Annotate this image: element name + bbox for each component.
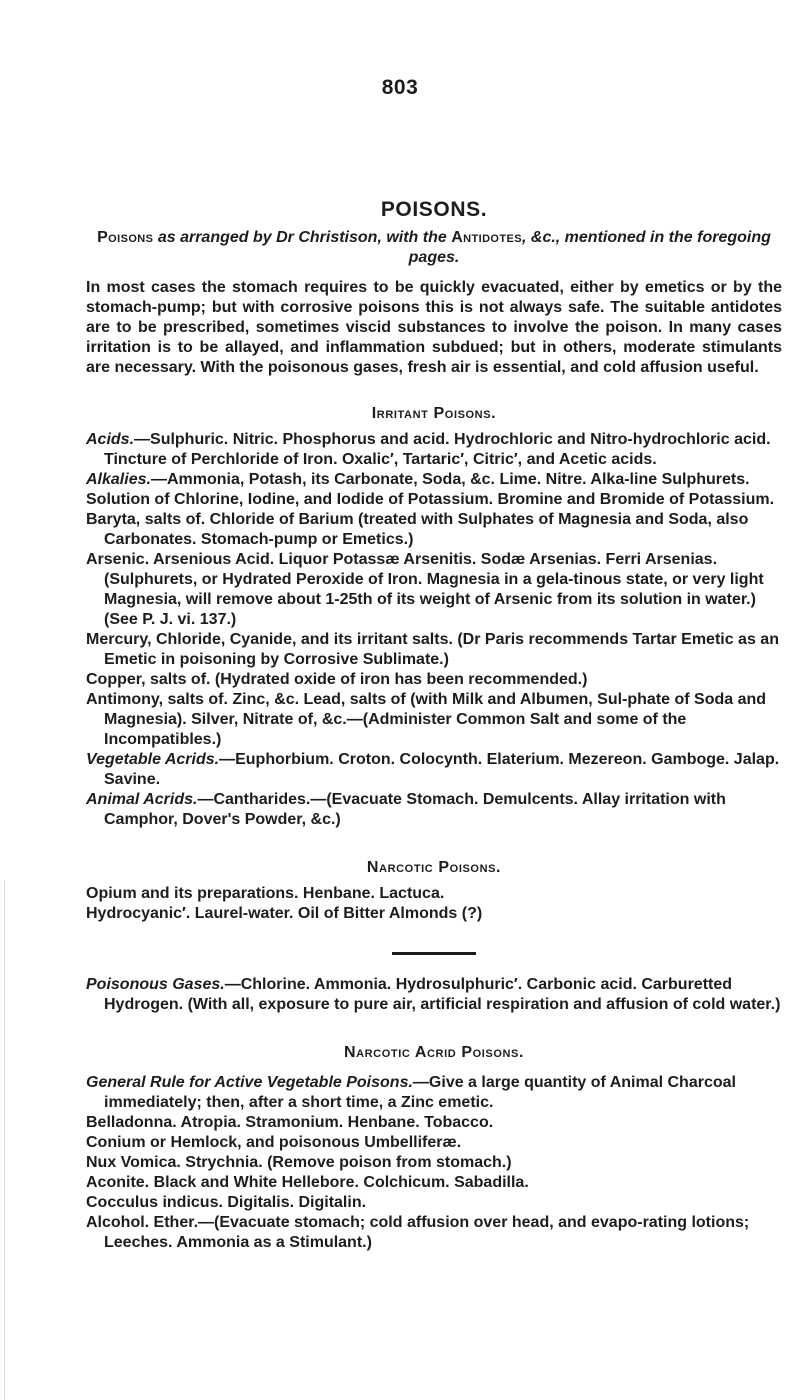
list-item [86,790,782,830]
list-item [86,510,782,550]
page-number: 803 [381,76,419,99]
list-item [86,884,782,904]
list-item [86,690,782,750]
entry-text: Cocculus indicus. Digitalis. Digitalin. [86,1194,367,1211]
entry-text: Solution of Chlorine, Iodine, and Iodide of Potassium. Bromine and Bromide of Potassium. [86,491,775,508]
intro-paragraph: In most cases the stomach requires to be quickly evacuated, either by emetics or by the stomach-pump; but with corrosive poisons this is not always safe. The suitable antidotes are to be prescribed, sometimes viscid substances to involve the poison. In many cases irritation is to be allayed, and inflammation subdued; but in others, moderate stimulants are necessary. With the poisonous gases, fresh air is essential, and cold affusion useful. [86,279,782,376]
list-item [86,430,782,470]
entry-text: Arsenic. Arsenious Acid. Liquor Potassæ Arsenitis. Sodæ Arsenias. Ferri Arsenias. (Sulphurets, or Hydrated Peroxide of Iron. Magnesia in a gela-tinous state, or very light Magnesia, will remove about 1-25th of its weight of Arsenic from its solution in water.) (See P. J. vi. 137.) [86,551,764,628]
list-item [86,1153,782,1173]
list-item [86,1133,782,1153]
list-item [86,750,782,790]
page-title: POISONS. [380,198,488,221]
entry-text: Aconite. Black and White Hellebore. Colchicum. Sabadilla. [86,1174,529,1191]
entry-text: —Ammonia, Potash, its Carbonate, Soda, &c. Lime. Nitre. Alka-line Sulphurets. [150,471,750,488]
entry-text: Alcohol. Ether.—(Evacuate stomach; cold affusion over head, and evapo-rating lotions; Leeches. Ammonia as a Stimulant.) [86,1214,750,1251]
entry-text: Hydrocyanic′. Laurel-water. Oil of Bitter Almonds (?) [86,905,483,922]
list-item [86,1073,782,1113]
entry-text: Conium or Hemlock, and poisonous Umbelliferæ. [86,1134,462,1151]
entry-label: Acids. [86,431,135,448]
gases-entry [86,975,782,1015]
entry-text: Copper, salts of. (Hydrated oxide of iron has been recommended.) [86,671,588,688]
list-item [86,904,782,924]
entry-text: —Cantharides.—(Evacuate Stomach. Demulcents. Allay irritation with Camphor, Dover's Powder, &c.) [104,791,726,828]
entry-text: Antimony, salts of. Zinc, &c. Lead, salts of (with Milk and Albumen, Sul-phate of Soda and Magnesia). Silver, Nitrate of, &c.—(Administer Common Salt and some of the Incompatibles.) [86,691,767,748]
list-item [86,470,782,490]
entry-text: —Give a large quantity of Animal Charcoal immediately; then, after a short time, a Zinc emetic. [104,1074,736,1111]
irritant-list [86,430,782,830]
page-content [86,198,782,1253]
gases-text: —Chlorine. Ammonia. Hydrosulphuric′. Carbonic acid. Carburetted Hydrogen. (With all, exposure to pure air, artificial respiration and affusion of cold water.) [104,976,781,1013]
list-item [86,670,782,690]
entry-text: Baryta, salts of. Chloride of Barium (treated with Sulphates of Magnesia and Soda, also Carbonates. Stomach-pump or Emetics.) [86,511,749,548]
entry-text: —Euphorbium. Croton. Colocynth. Elaterium. Mezereon. Gamboge. Jalap. Savine. [104,751,780,788]
entry-text: Opium and its preparations. Henbane. Lactuca. [86,885,445,902]
entry-text: —Sulphuric. Nitric. Phosphorus and acid. Hydrochloric and Nitro-hydrochloric acid. Tincture of Perchloride of Iron. Oxalic′, Tartaric′, Citric′, and Acetic acids. [104,431,771,468]
entry-label: Animal Acrids. [86,791,198,808]
subtitle-mid: Antidotes [451,229,522,246]
narcotic-list [86,884,782,924]
subtitle-italic-1: as arranged by Dr Christison, with the [153,229,452,246]
entry-label: Vegetable Acrids. [86,751,220,768]
list-item [86,1213,782,1253]
entry-text: Mercury, Chloride, Cyanide, and its irritant salts. (Dr Paris recommends Tartar Emetic as an Emetic in poisoning by Corrosive Sublimate.) [86,631,779,668]
entry-label: General Rule for Active Vegetable Poisons. [86,1074,413,1091]
section-divider [392,952,476,955]
subtitle-italic-2: , &c., mentioned in the foregoing pages. [408,229,771,266]
list-item [86,1193,782,1213]
gases-label: Poisonous Gases. [86,976,225,993]
list-item [86,490,782,510]
narcotic-acrid-list [86,1073,782,1253]
list-item [86,1173,782,1193]
list-item [86,1113,782,1133]
narcotic-heading: Narcotic Poisons. [366,859,502,876]
irritant-heading: Irritant Poisons. [371,405,497,422]
entry-label: Alkalies. [86,471,151,488]
list-item [86,630,782,670]
list-item [86,550,782,630]
narcotic-acrid-heading: Narcotic Acrid Poisons. [343,1044,525,1061]
page-edge-shadow [4,880,17,1400]
entry-text: Nux Vomica. Strychnia. (Remove poison from stomach.) [86,1154,512,1171]
subtitle-lead: Poisons [97,229,154,246]
entry-text: Belladonna. Atropia. Stramonium. Henbane. Tobacco. [86,1114,494,1131]
subtitle [86,228,782,268]
